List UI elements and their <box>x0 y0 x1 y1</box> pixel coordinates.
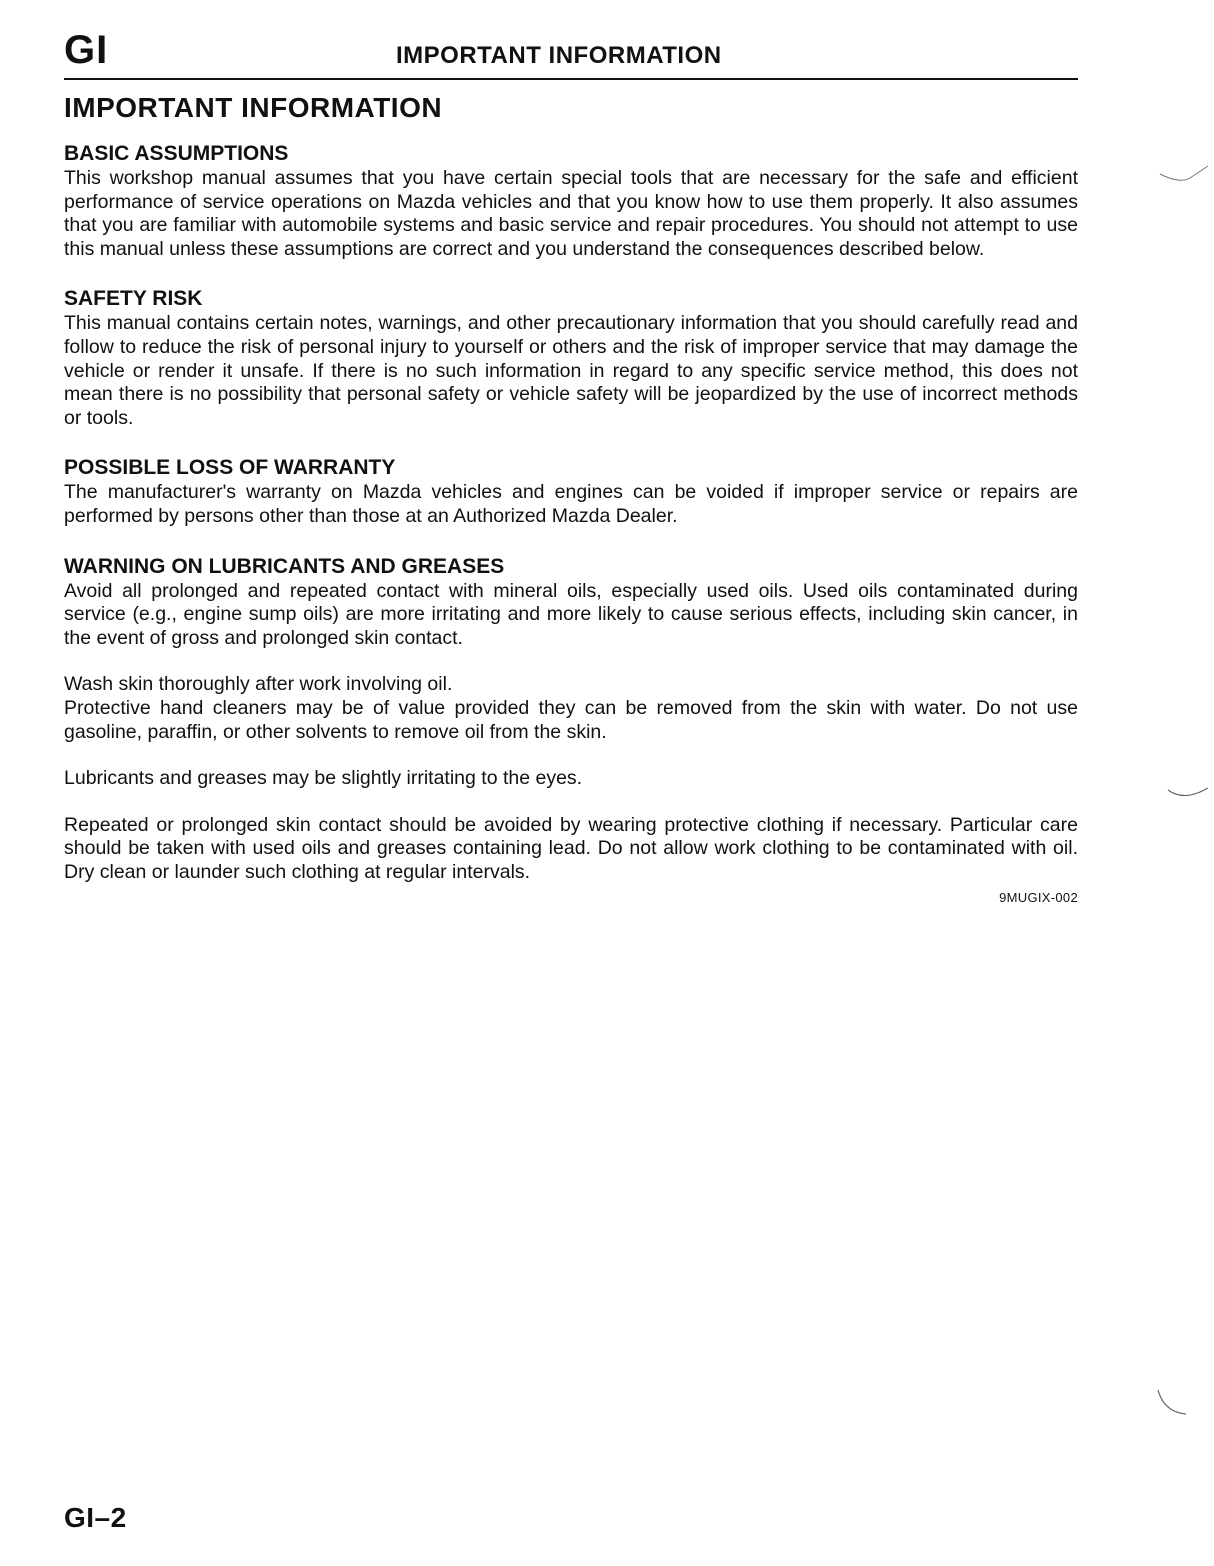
header-divider <box>64 78 1078 80</box>
section-heading: WARNING ON LUBRICANTS AND GREASES <box>64 554 505 578</box>
section-safety-risk <box>64 285 1078 430</box>
paragraph: Protective hand cleaners may be of value provided they can be removed from the skin with water. Do not use gasoline, paraffin, or other solvents to remove oil from the skin. <box>64 696 1078 743</box>
paragraph: This manual contains certain notes, warnings, and other precautionary information that you should carefully read and follow to reduce the risk of personal injury to yourself or others and the risk of improper service that may damage the vehicle or render it unsafe. If there is no such information in regard to any specific service method, this does not mean there is no possibility that personal safety or vehicle safety will be jeopardized by the use of incorrect methods or tools. <box>64 312 1078 429</box>
page-number: GI–2 <box>64 1502 127 1533</box>
paragraph: Lubricants and greases may be slightly irritating to the eyes. <box>64 767 583 790</box>
section-heading: SAFETY RISK <box>64 287 203 311</box>
section-warranty <box>64 454 1078 528</box>
section-basic-assumptions <box>64 140 1078 261</box>
paragraph: Wash skin thoroughly after work involving oil. <box>64 673 453 696</box>
paragraph: The manufacturer's warranty on Mazda vehicles and engines can be voided if improper service or repairs are performed by persons other than those at an Authorized Mazda Dealer. <box>64 481 1078 527</box>
paragraph: Avoid all prolonged and repeated contact with mineral oils, especially used oils. Used oils contaminated during service (e.g., engine sump oils) are more irritating and more likely to cause serious effects, including skin cancer, in the event of gross and prolonged skin contact. <box>64 579 1078 649</box>
section-lubricants <box>64 553 1078 906</box>
section-heading: BASIC ASSUMPTIONS <box>64 142 289 165</box>
paragraph: Repeated or prolonged skin contact should be avoided by wearing protective clothing if necessary. Particular care should be taken with used oils and greases containing lead. Do not allow work clothing to be contaminated with oil. Dry clean or launder such clothing at regular intervals. <box>64 813 1078 883</box>
scan-mark <box>1160 166 1208 180</box>
section-code: GI <box>64 28 109 72</box>
paragraph: This workshop manual assumes that you have certain special tools that are necessary for the safe and efficient performance of service operations on Mazda vehicles and that you know how to use them properly. It also assumes that you are familiar with automobile systems and basic service and repair procedures. You should not attempt to use this manual unless these assumptions are correct and you understand the consequences described below. <box>64 167 1078 260</box>
running-header-title: IMPORTANT INFORMATION <box>396 42 722 69</box>
scan-mark <box>1158 1390 1186 1414</box>
scan-margin-marks <box>1140 150 1214 1550</box>
scan-mark <box>1168 788 1208 796</box>
section-heading: POSSIBLE LOSS OF WARRANTY <box>64 456 396 480</box>
document-body <box>64 140 1078 929</box>
page-title: IMPORTANT INFORMATION <box>64 92 443 123</box>
reference-code: 9MUGIX-002 <box>999 890 1078 906</box>
